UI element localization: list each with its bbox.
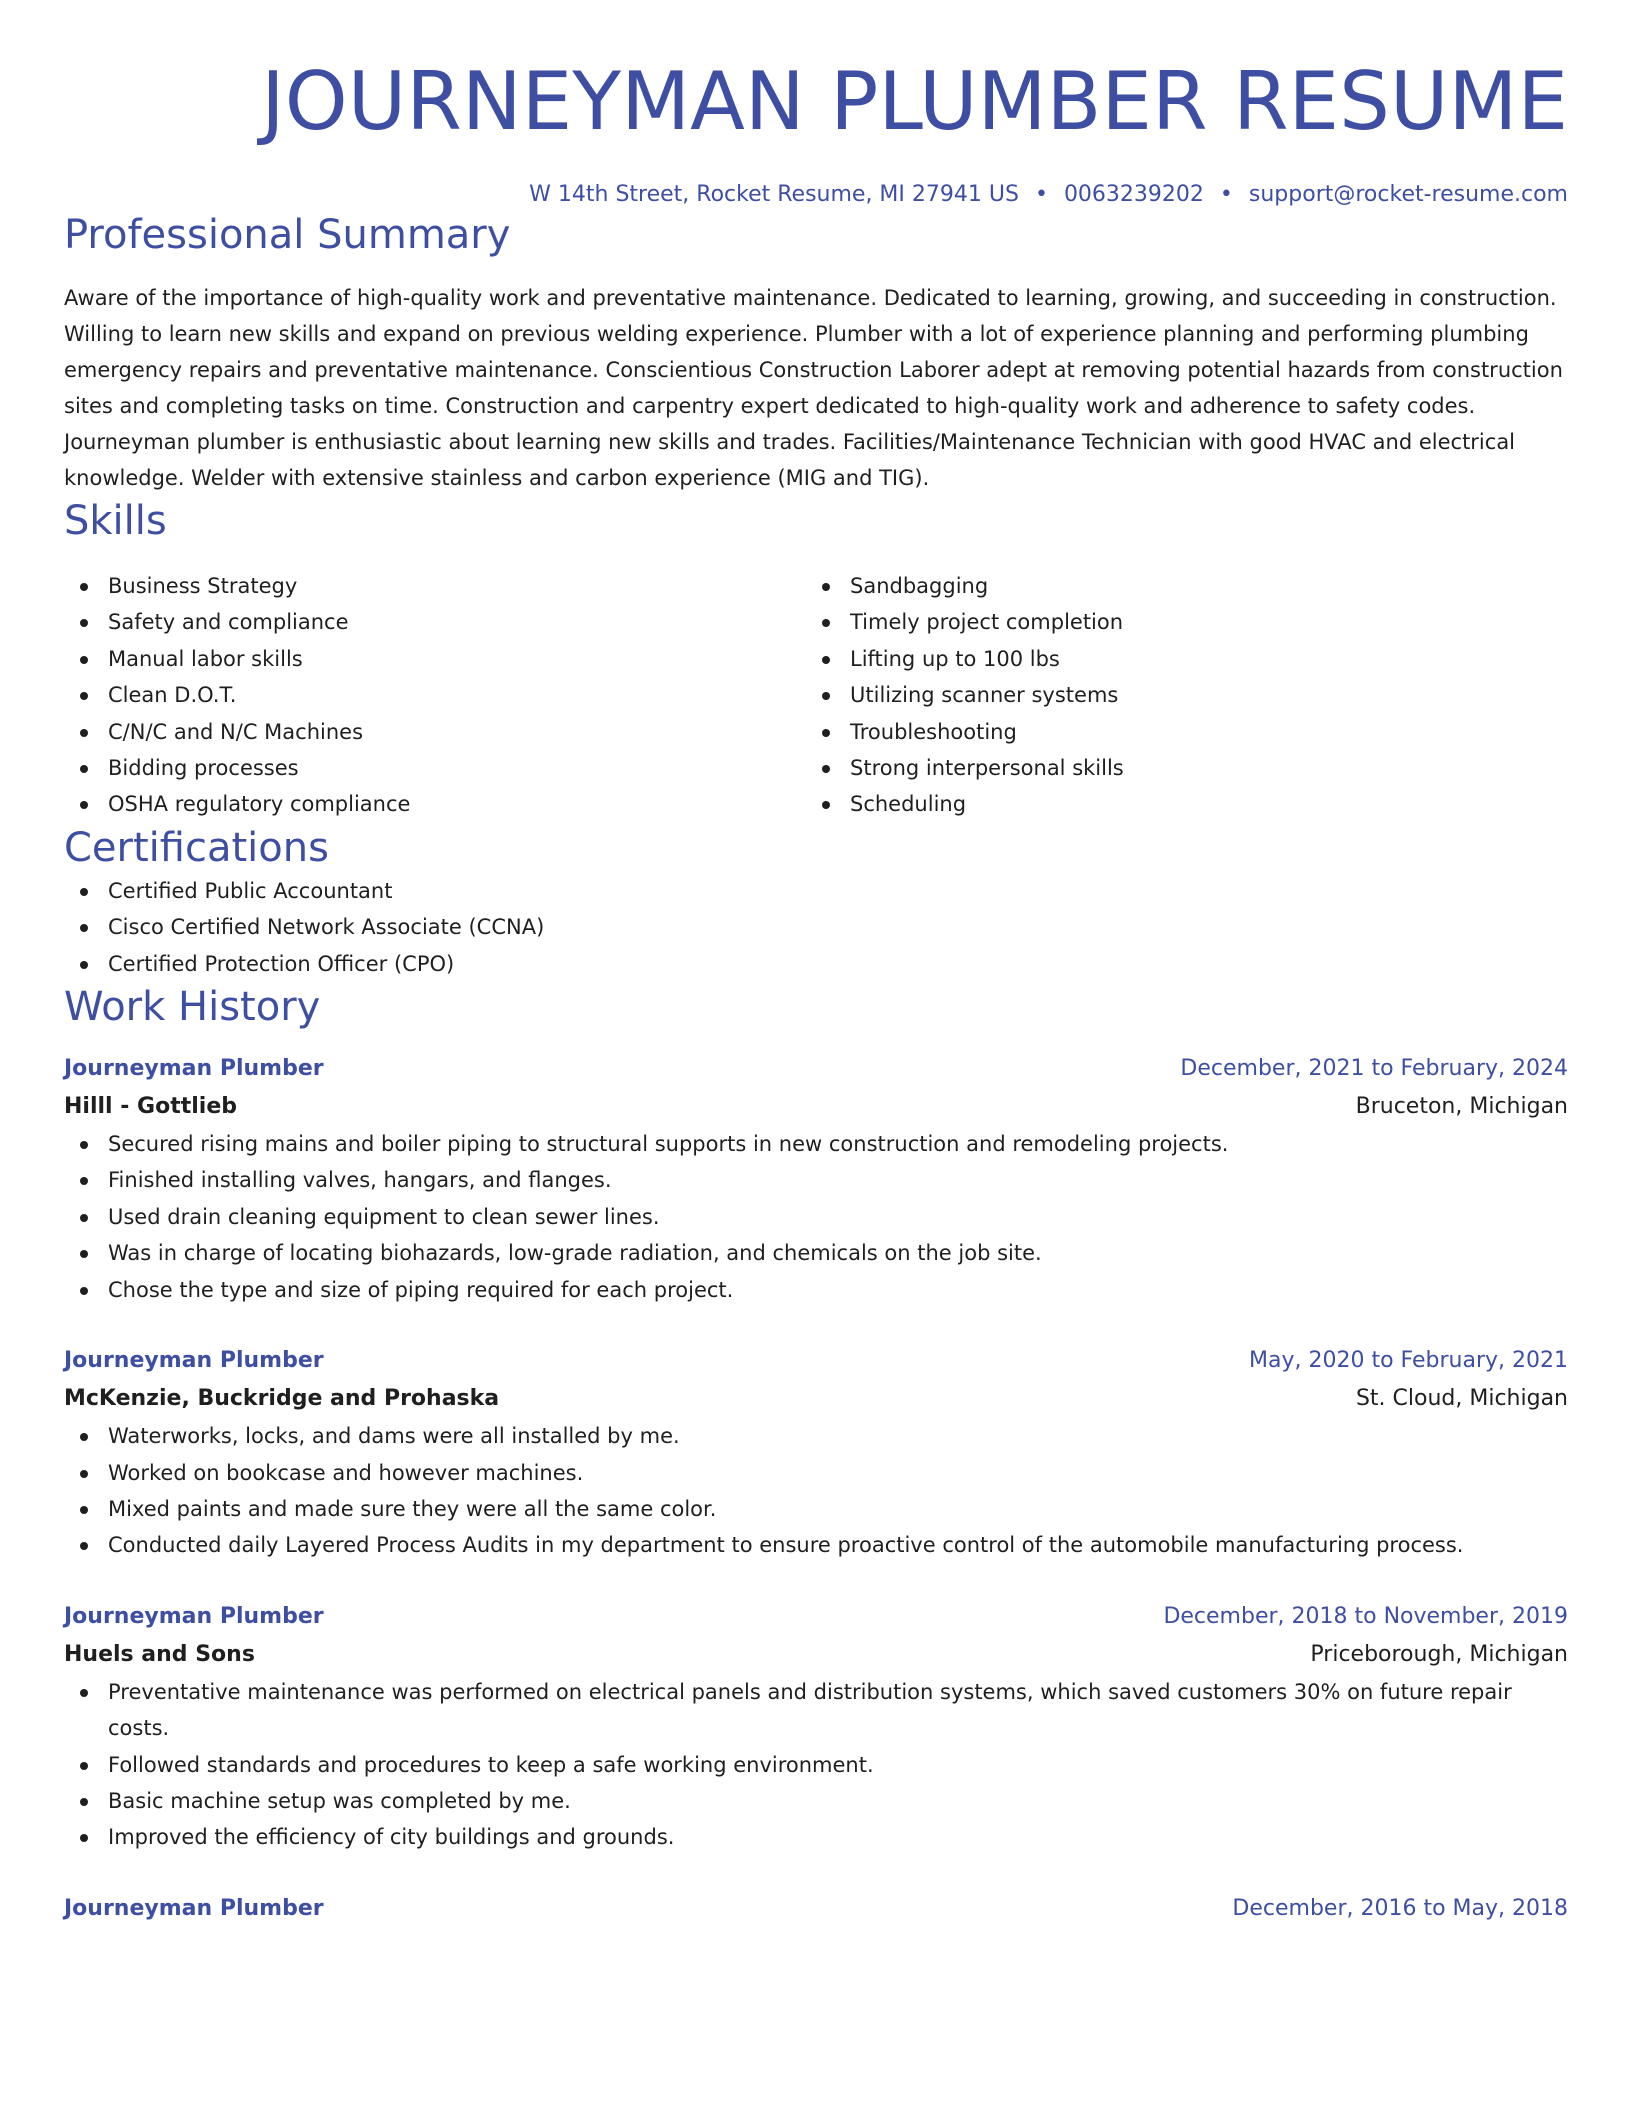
job-duty-item: Finished installing valves, hangars, and flanges. [64, 1162, 1568, 1198]
resume-title: JOURNEYMAN PLUMBER RESUME [261, 55, 1568, 148]
certification-item: Certified Public Accountant [64, 873, 1568, 909]
job-duty-item: Improved the efficiency of city buildings and grounds. [64, 1819, 1568, 1855]
skills-list-right [806, 568, 1548, 823]
job-dates: December, 2016 to May, 2018 [1232, 1895, 1568, 1921]
job-dates: December, 2021 to February, 2024 [1180, 1056, 1568, 1082]
contact-line [64, 180, 1568, 210]
skill-item: Safety and compliance [64, 604, 806, 640]
job-duty-item: Preventative maintenance was performed on electrical panels and distribution systems, which saved customers 30% on future repair costs. [64, 1674, 1568, 1747]
job-company-row [64, 1636, 1568, 1674]
certification-item: Certified Protection Officer (CPO) [64, 946, 1568, 982]
summary-text: Aware of the importance of high-quality work and preventative maintenance. Dedicated to learning, growing, and succeeding in construction. Willing to learn new skills and expand on previous welding experience. Plumber with a lot of experience planning and performing plumbing emergency repairs and preventative maintenance. Conscientious Construction Laborer adept at removing potential hazards from construction sites and completing tasks on time. Construction and carpentry expert dedicated to high-quality work and adherence to safety codes. Journeyman plumber is enthusiastic about learning new skills and trades. Facilities/Maintenance Technician with good HVAC and electrical knowledge. Welder with extensive stainless and carbon experience (MIG and TIG). [64, 286, 1563, 490]
job-title: Journeyman Plumber [64, 1056, 324, 1082]
certifications-heading: Certifications [64, 824, 329, 871]
job-dates: December, 2018 to November, 2019 [1163, 1603, 1568, 1629]
skill-item: Utilizing scanner systems [806, 677, 1548, 713]
skill-item: Clean D.O.T. [64, 677, 806, 713]
contact-phone: 0063239202 [1063, 182, 1204, 207]
job-company-row [64, 1380, 1568, 1418]
skill-item: C/N/C and N/C Machines [64, 714, 806, 750]
skill-item: Sandbagging [806, 568, 1548, 604]
job-duty-item: Followed standards and procedures to keep a safe working environment. [64, 1747, 1568, 1783]
job-duties-list [64, 1126, 1568, 1308]
job-duty-item: Worked on bookcase and however machines. [64, 1455, 1568, 1491]
job-dates: May, 2020 to February, 2021 [1249, 1348, 1568, 1374]
job-title: Journeyman Plumber [64, 1348, 324, 1374]
summary-heading: Professional Summary [64, 212, 511, 258]
job-duties-list [64, 1674, 1568, 1856]
skill-item: Bidding processes [64, 750, 806, 786]
job-duty-item: Waterworks, locks, and dams were all installed by me. [64, 1418, 1568, 1454]
contact-separator: • [1219, 182, 1233, 207]
skill-item: Troubleshooting [806, 714, 1548, 750]
skill-item: Timely project completion [806, 604, 1548, 640]
certification-item: Cisco Certified Network Associate (CCNA) [64, 909, 1568, 945]
work-history-heading: Work History [64, 984, 321, 1031]
job-duty-item: Was in charge of locating biohazards, low-grade radiation, and chemicals on the job site. [64, 1235, 1568, 1271]
work-history-list [64, 1050, 1568, 1928]
job-title-row [64, 1342, 1568, 1380]
job-entry [64, 1598, 1568, 1856]
job-duty-item: Conducted daily Layered Process Audits in my department to ensure proactive control of the automobile manufacturing process. [64, 1527, 1568, 1563]
skills-column-left [64, 568, 806, 823]
job-location: Priceborough, Michigan [1310, 1641, 1568, 1667]
job-duty-item: Chose the type and size of piping required for each project. [64, 1272, 1568, 1308]
job-entry [64, 1342, 1568, 1564]
job-duty-item: Mixed paints and made sure they were all the same color. [64, 1491, 1568, 1527]
job-company: McKenzie, Buckridge and Prohaska [64, 1386, 500, 1412]
job-title-row [64, 1598, 1568, 1636]
job-duty-item: Used drain cleaning equipment to clean sewer lines. [64, 1199, 1568, 1235]
skills-grid [64, 568, 1568, 823]
job-duty-item: Secured rising mains and boiler piping to structural supports in new construction and remodeling projects. [64, 1126, 1568, 1162]
job-entry [64, 1050, 1568, 1308]
job-duty-item: Basic machine setup was completed by me. [64, 1783, 1568, 1819]
skill-item: Lifting up to 100 lbs [806, 641, 1548, 677]
job-location: St. Cloud, Michigan [1355, 1386, 1568, 1412]
skill-item: Manual labor skills [64, 641, 806, 677]
skill-item: OSHA regulatory compliance [64, 786, 806, 822]
job-location: Bruceton, Michigan [1355, 1094, 1568, 1120]
skills-heading: Skills [64, 498, 167, 544]
job-duties-list [64, 1418, 1568, 1564]
contact-address: W 14th Street, Rocket Resume, MI 27941 US [529, 182, 1019, 207]
skill-item: Business Strategy [64, 568, 806, 604]
contact-email[interactable]: support@rocket-resume.com [1248, 182, 1568, 207]
job-title-row [64, 1050, 1568, 1088]
job-company: Hilll - Gottlieb [64, 1094, 237, 1120]
job-title-row [64, 1890, 1568, 1928]
skills-list-left [64, 568, 806, 823]
job-title: Journeyman Plumber [64, 1895, 324, 1921]
resume-page [64, 0, 1568, 1928]
skill-item: Scheduling [806, 786, 1548, 822]
certifications-list [64, 873, 1568, 982]
job-company: Huels and Sons [64, 1641, 255, 1667]
job-company-row [64, 1088, 1568, 1126]
contact-separator: • [1034, 182, 1048, 207]
job-title: Journeyman Plumber [64, 1603, 324, 1629]
skills-column-right [806, 568, 1548, 823]
job-entry [64, 1890, 1568, 1928]
skill-item: Strong interpersonal skills [806, 750, 1548, 786]
